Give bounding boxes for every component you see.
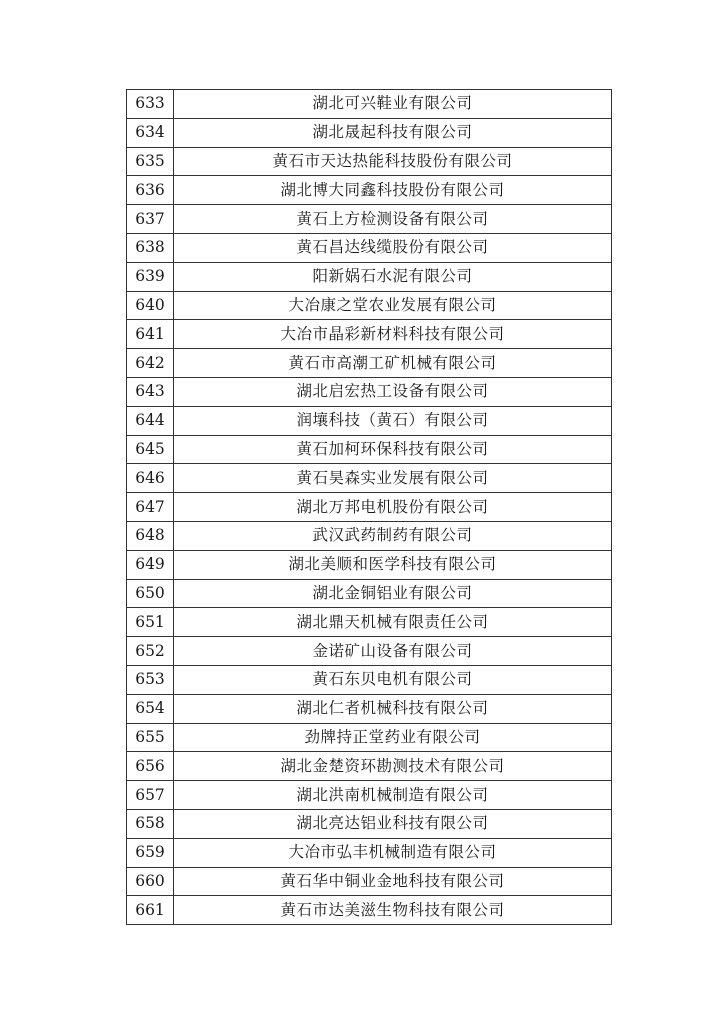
company-name: 黄石市高潮工矿机械有限公司 [174, 349, 612, 378]
table-row [127, 608, 612, 637]
table-row [127, 493, 612, 522]
company-name: 湖北万邦电机股份有限公司 [174, 493, 612, 522]
company-name: 湖北金铜铝业有限公司 [174, 579, 612, 608]
company-name: 黄石市天达热能科技股份有限公司 [174, 147, 612, 176]
company-name: 湖北亮达铝业科技有限公司 [174, 809, 612, 838]
company-name: 黄石昌达线缆股份有限公司 [174, 233, 612, 262]
row-number: 652 [127, 637, 174, 666]
table-row [127, 809, 612, 838]
company-name: 大冶市弘丰机械制造有限公司 [174, 838, 612, 867]
table-row [127, 579, 612, 608]
row-number: 635 [127, 147, 174, 176]
row-number: 643 [127, 377, 174, 406]
company-name: 湖北仁者机械科技有限公司 [174, 694, 612, 723]
company-name: 润壤科技（黄石）有限公司 [174, 406, 612, 435]
table-row [127, 320, 612, 349]
company-name: 湖北可兴鞋业有限公司 [174, 90, 612, 119]
row-number: 636 [127, 176, 174, 205]
company-name: 湖北洪南机械制造有限公司 [174, 781, 612, 810]
table-row [127, 349, 612, 378]
company-name: 金诺矿山设备有限公司 [174, 637, 612, 666]
table-row [127, 233, 612, 262]
company-name: 湖北鼎天机械有限责任公司 [174, 608, 612, 637]
row-number: 645 [127, 435, 174, 464]
company-list-table [126, 89, 612, 925]
row-number: 656 [127, 752, 174, 781]
company-name: 黄石加柯环保科技有限公司 [174, 435, 612, 464]
table-row [127, 550, 612, 579]
table-row [127, 435, 612, 464]
row-number: 659 [127, 838, 174, 867]
row-number: 644 [127, 406, 174, 435]
row-number: 657 [127, 781, 174, 810]
row-number: 634 [127, 118, 174, 147]
table-row [127, 291, 612, 320]
company-name: 黄石华中铜业金地科技有限公司 [174, 867, 612, 896]
table-row [127, 781, 612, 810]
table-row [127, 694, 612, 723]
table-row [127, 262, 612, 291]
company-name: 湖北金楚资环勘测技术有限公司 [174, 752, 612, 781]
table-row [127, 147, 612, 176]
table-row [127, 665, 612, 694]
row-number: 647 [127, 493, 174, 522]
row-number: 649 [127, 550, 174, 579]
table-row [127, 377, 612, 406]
table-row [127, 176, 612, 205]
row-number: 638 [127, 233, 174, 262]
company-name: 黄石上方检测设备有限公司 [174, 205, 612, 234]
company-name: 黄石市达美滋生物科技有限公司 [174, 896, 612, 925]
table-row [127, 205, 612, 234]
row-number: 637 [127, 205, 174, 234]
table-row [127, 637, 612, 666]
company-name: 阳新娲石水泥有限公司 [174, 262, 612, 291]
row-number: 639 [127, 262, 174, 291]
table-row [127, 723, 612, 752]
row-number: 655 [127, 723, 174, 752]
company-name: 湖北博大同鑫科技股份有限公司 [174, 176, 612, 205]
company-name: 大冶康之堂农业发展有限公司 [174, 291, 612, 320]
company-name: 黄石昊森实业发展有限公司 [174, 464, 612, 493]
table-row [127, 90, 612, 119]
table-row [127, 406, 612, 435]
table-row [127, 464, 612, 493]
company-name: 黄石东贝电机有限公司 [174, 665, 612, 694]
table-row [127, 118, 612, 147]
company-name: 武汉武药制药有限公司 [174, 521, 612, 550]
row-number: 658 [127, 809, 174, 838]
row-number: 661 [127, 896, 174, 925]
row-number: 650 [127, 579, 174, 608]
table-row [127, 896, 612, 925]
row-number: 651 [127, 608, 174, 637]
row-number: 633 [127, 90, 174, 119]
company-name: 湖北启宏热工设备有限公司 [174, 377, 612, 406]
company-name: 大冶市晶彩新材料科技有限公司 [174, 320, 612, 349]
row-number: 660 [127, 867, 174, 896]
company-name: 湖北美顺和医学科技有限公司 [174, 550, 612, 579]
table-row [127, 867, 612, 896]
row-number: 642 [127, 349, 174, 378]
row-number: 654 [127, 694, 174, 723]
table-row [127, 752, 612, 781]
row-number: 653 [127, 665, 174, 694]
table-row [127, 521, 612, 550]
company-name: 湖北晟起科技有限公司 [174, 118, 612, 147]
row-number: 640 [127, 291, 174, 320]
row-number: 641 [127, 320, 174, 349]
table-body [127, 90, 612, 925]
row-number: 648 [127, 521, 174, 550]
company-name: 劲牌持正堂药业有限公司 [174, 723, 612, 752]
row-number: 646 [127, 464, 174, 493]
table-row [127, 838, 612, 867]
